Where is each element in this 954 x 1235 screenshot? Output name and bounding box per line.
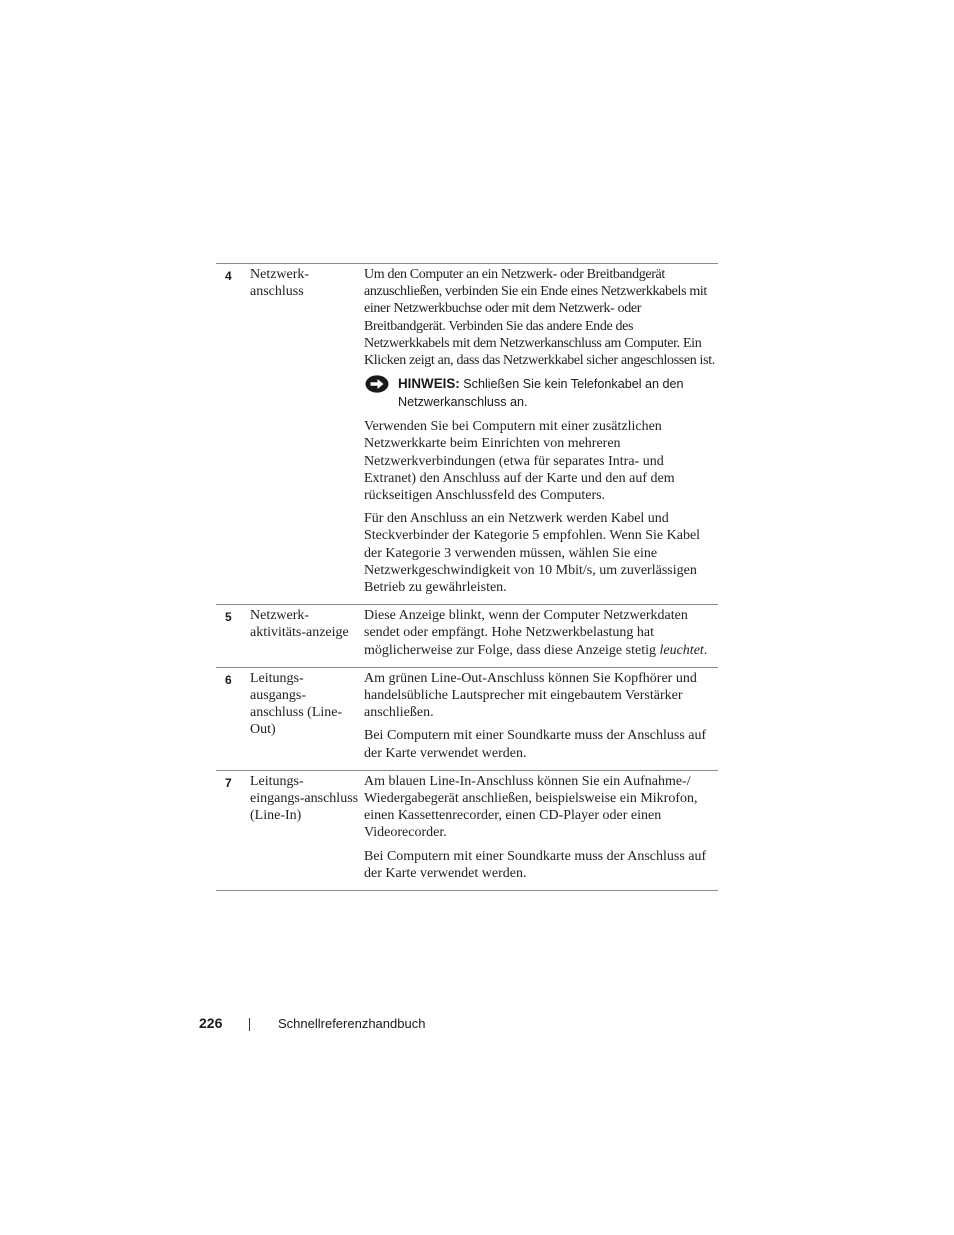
notice-text: Schließen Sie kein Telefonkabel an den Netzwerkanschluss an. bbox=[398, 377, 684, 409]
row-description bbox=[364, 668, 718, 770]
footer-divider bbox=[249, 1018, 250, 1031]
row-description bbox=[364, 605, 718, 667]
footer-title: Schnellreferenzhandbuch bbox=[278, 1016, 426, 1031]
description-paragraph bbox=[364, 607, 718, 659]
description-emphasis: leuchtet bbox=[659, 642, 704, 658]
notice-box bbox=[364, 375, 718, 411]
description-paragraph: Verwenden Sie bei Computern mit einer zusätzlichen Netzwerkkarte beim Einrichten von mehreren Netzwerkverbindungen (etwa für separates Intra- und Extranet) den Anschluss auf der Karte und den auf dem rückseitigen Anschlussfeld des Computers. bbox=[364, 419, 675, 504]
table-row bbox=[216, 668, 718, 771]
description-text: Diese Anzeige blinkt, wenn der Computer Netzwerkdaten sendet oder empfängt. Hohe Netzwerkbelastung hat möglicherweise zur Folge, dass diese Anzeige stetig bbox=[364, 608, 688, 658]
row-number: 6 bbox=[225, 672, 232, 687]
row-number: 5 bbox=[225, 610, 232, 625]
row-description bbox=[364, 771, 718, 890]
description-end: . bbox=[703, 642, 708, 658]
description-paragraph: Am grünen Line-Out-Anschluss können Sie Kopfhörer und handelsübliche Lautsprecher mit eingebautem Verstärker anschließen. bbox=[364, 670, 697, 721]
row-number: 7 bbox=[225, 775, 232, 790]
row-label: Netzwerk- aktivitäts-anzeige bbox=[250, 608, 349, 641]
description-paragraph: Am blauen Line-In-Anschluss können Sie ein Aufnahme-/ Wiedergabegerät anschließen, beispielsweise ein Mikrofon, einen Kassettenrecorder, einen CD-Player oder einen Videorecorder. bbox=[364, 773, 698, 841]
connector-table bbox=[216, 263, 718, 891]
row-number: 4 bbox=[225, 269, 232, 283]
table-row bbox=[216, 605, 718, 668]
description-paragraph: Bei Computern mit einer Soundkarte muss der Anschluss auf der Karte verwendet werden. bbox=[364, 848, 707, 881]
notice-title: HINWEIS: bbox=[398, 376, 460, 392]
table-row bbox=[216, 771, 718, 891]
row-label: Leitungs- ausgangs- anschluss (Line- Out) bbox=[250, 670, 343, 738]
description-paragraph: Für den Anschluss an ein Netzwerk werden Kabel und Steckverbinder der Kategorie 5 empfohlen. Wenn Sie Kabel der Kategorie 3 verwenden müssen, wählen Sie eine Netzwerkgeschwindigkeit von 10 Mbit/s, um zuverlässigen Betrieb zu gewährleisten. bbox=[364, 511, 701, 596]
table-row bbox=[216, 264, 718, 605]
notice-text-block bbox=[398, 375, 718, 411]
row-description bbox=[364, 264, 718, 604]
row-label: Netzwerk- anschluss bbox=[250, 267, 310, 300]
description-paragraph: Um den Computer an ein Netzwerk- oder Breitbandgerät anzuschließen, verbinden Sie ein Ende eines Netzwerkkabels mit einer Netzwerkbuchse oder mit dem Netzwerk- oder Breitbandgerät. Verbinden Sie das andere Ende des Netzwerkkabels mit dem Netzwerkanschluss am Computer. Ein Klicken zeigt an, dass das Netzwerkkabel sicher angeschlossen ist. bbox=[364, 267, 715, 369]
description-paragraph: Bei Computern mit einer Soundkarte muss der Anschluss auf der Karte verwendet werden. bbox=[364, 728, 707, 761]
row-label: Leitungs- eingangs-anschluss (Line-In) bbox=[250, 773, 359, 824]
notice-arrow-icon bbox=[365, 375, 389, 393]
page-number: 226 bbox=[199, 1015, 223, 1031]
